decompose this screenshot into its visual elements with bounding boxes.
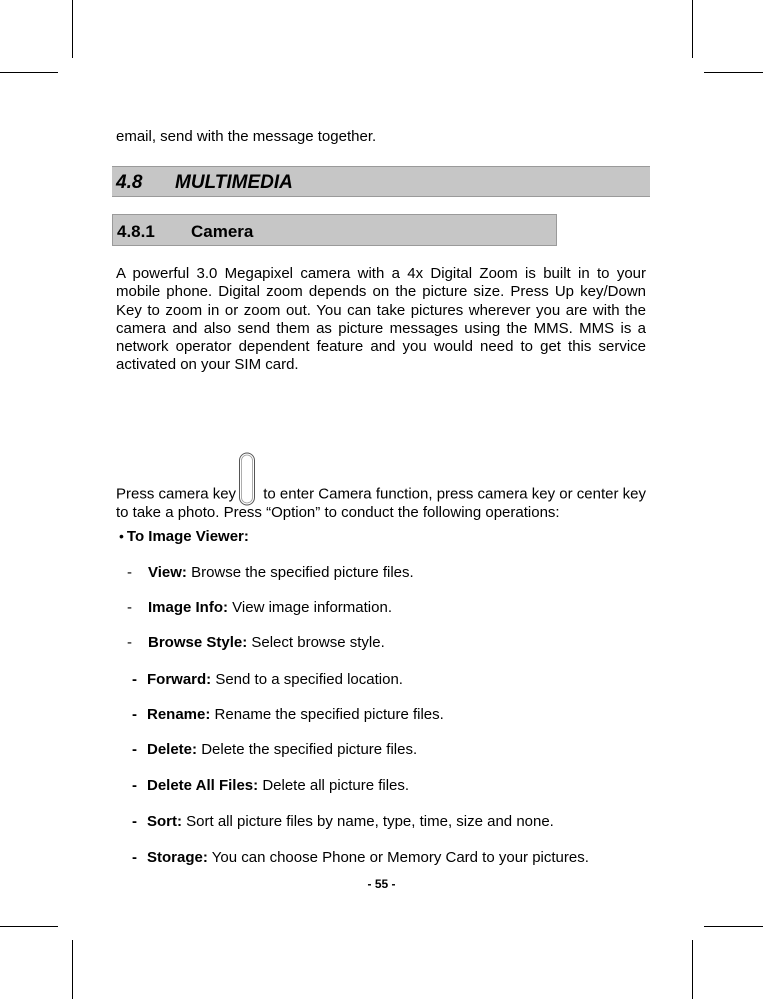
page-number: - 55 -	[367, 877, 396, 891]
intro-line: email, send with the message together.	[116, 128, 377, 145]
crop-mark	[692, 940, 693, 999]
item-text: Browse the specified picture files.	[186, 564, 414, 581]
item-text: Select browse style.	[247, 634, 385, 651]
bullet-label: To Image Viewer:	[126, 528, 249, 545]
item-text: Delete all picture files.	[258, 777, 410, 794]
crop-mark	[704, 72, 763, 73]
item-text: You can choose Phone or Memory Card to your pictures.	[207, 849, 589, 866]
section-number: 4.8	[116, 172, 143, 193]
item-label: Storage:	[147, 849, 208, 866]
camera-usage-paragraph	[116, 452, 646, 522]
usage-text-before: Press camera key	[116, 485, 237, 503]
item-text: Sort all picture files by name, type, time, size and none.	[182, 813, 554, 830]
crop-mark	[72, 0, 73, 58]
camera-description: A powerful 3.0 Megapixel camera with a 4x Digital Zoom is built in to your mobile phone. Digital zoom depends on the picture size. Press Up key/Down Key to zoom in or zoom out. You can take pictures wherever you are with the camera and also send them as picture messages using the MMS. MMS is a network operator dependent feature and you would need to get this service activated on your SIM card.	[116, 265, 646, 374]
item-text: Delete the specified picture files.	[197, 741, 418, 758]
section-title: MULTIMEDIA	[175, 172, 293, 193]
crop-mark	[0, 926, 58, 927]
item-label: View:	[148, 564, 187, 581]
item-label: Forward:	[147, 671, 212, 688]
list-item: - Storage: You can choose Phone or Memory Card to your pictures.	[132, 849, 589, 866]
item-text: Send to a specified location.	[211, 671, 403, 688]
item-text: View image information.	[228, 599, 392, 616]
item-label: Browse Style:	[148, 634, 248, 651]
list-item: - Image Info: View image information.	[127, 599, 392, 616]
list-item: - Delete All Files: Delete all picture files.	[132, 777, 410, 794]
item-label: Delete:	[147, 741, 198, 758]
crop-mark	[704, 926, 763, 927]
crop-mark	[72, 940, 73, 999]
item-label: Image Info:	[148, 599, 229, 616]
list-item: - Delete: Delete the specified picture files.	[132, 741, 418, 758]
list-item: - Forward: Send to a specified location.	[132, 671, 403, 688]
subsection-title: Camera	[191, 222, 254, 241]
section-heading	[112, 166, 650, 197]
crop-mark	[0, 72, 58, 73]
list-item: - Browse Style: Select browse style.	[127, 634, 385, 651]
bullet-dot: •	[119, 528, 124, 544]
bullet-heading	[119, 528, 249, 545]
item-label: Delete All Files:	[147, 777, 259, 794]
list-item: - Sort: Sort all picture files by name, type, time, size and none.	[132, 813, 554, 830]
item-text: Rename the specified picture files.	[210, 706, 444, 723]
list-item: - Rename: Rename the specified picture files.	[132, 706, 444, 723]
item-label: Rename:	[147, 706, 211, 723]
crop-mark	[692, 0, 693, 58]
list-item: - View: Browse the specified picture files.	[127, 564, 414, 581]
item-label: Sort:	[147, 813, 182, 830]
usage-text-after: to enter Camera function, press camera key or center key to take a photo. Press “Option” to conduct the following operations:	[116, 485, 646, 521]
camera-key-icon	[238, 452, 256, 506]
subsection-number: 4.8.1	[117, 222, 155, 241]
subsection-heading	[112, 214, 557, 246]
